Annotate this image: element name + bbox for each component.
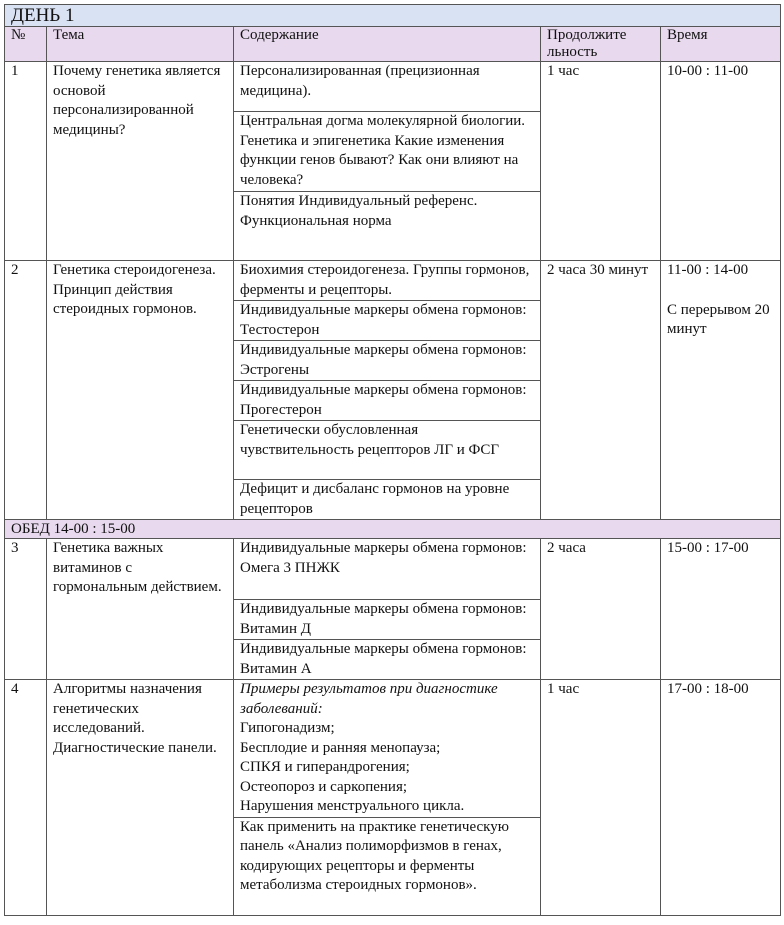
content-cell: Индивидуальные маркеры обмена гормонов: Витамин Д — [234, 600, 541, 640]
content-cell — [234, 680, 541, 818]
table-row — [5, 539, 781, 600]
row-time-note: С перерывом 20 минут — [667, 301, 770, 337]
content-cell: Биохимия стероидогенеза. Группы гормонов, ферменты и рецепторы. — [234, 261, 541, 301]
table-row — [5, 680, 781, 818]
col-header-time: Время — [661, 27, 781, 62]
col-header-content: Содержание — [234, 27, 541, 62]
row-duration: 2 часа 30 минут — [541, 261, 661, 520]
row-time: 17-00 : 18-00 — [661, 680, 781, 916]
schedule-table — [4, 4, 781, 916]
schedule-page — [4, 4, 780, 916]
content-list-item: СПКЯ и гиперандрогения; — [240, 759, 410, 775]
row-topic: Генетика стероидогенеза. Принцип действия стероидных гормонов. — [47, 261, 234, 520]
content-list-item: Остеопороз и саркопения; — [240, 778, 408, 795]
lunch-label: ОБЕД 14-00 : 15-00 — [5, 520, 781, 539]
day-title: ДЕНЬ 1 — [5, 5, 781, 27]
row-time: 10-00 : 11-00 — [661, 62, 781, 261]
row-topic: Почему генетика является основой персонализированной медицины? — [47, 62, 234, 261]
row-time: 15-00 : 17-00 — [661, 539, 781, 680]
row-duration: 1 час — [541, 62, 661, 261]
col-header-duration: Продолжите льность — [541, 27, 661, 62]
table-row — [5, 62, 781, 112]
row-topic: Генетика важных витаминов с гормональным действием. — [47, 539, 234, 680]
lunch-row — [5, 520, 781, 539]
content-cell: Индивидуальные маркеры обмена гормонов: Омега 3 ПНЖК — [234, 539, 541, 600]
row-number: 1 — [5, 62, 47, 261]
row-duration: 1 час — [541, 680, 661, 916]
col-header-num: № — [5, 27, 47, 62]
col-header-topic: Тема — [47, 27, 234, 62]
row-topic: Алгоритмы назначения генетических исследований. Диагностические панели. — [47, 680, 234, 916]
day-header-row — [5, 5, 781, 27]
content-cell: Как применить на практике генетическую панель «Анализ полиморфизмов в генах, кодирующих рецепторы и ферменты метаболизма стероидных гормонов». — [234, 817, 541, 915]
content-list-item: Нарушения менструального цикла. — [240, 798, 465, 814]
content-cell: Дефицит и дисбаланс гормонов на уровне рецепторов — [234, 480, 541, 520]
content-cell: Генетически обусловленная чувствительность рецепторов ЛГ и ФСГ — [234, 421, 541, 480]
row-number: 2 — [5, 261, 47, 520]
row-time-cell — [661, 261, 781, 520]
content-cell: Индивидуальные маркеры обмена гормонов: Тестостерон — [234, 301, 541, 341]
table-row — [5, 261, 781, 301]
content-cell: Центральная догма молекулярной биологии. Генетика и эпигенетика Какие изменения функции генов бывают? Как они влияют на человека? — [234, 112, 541, 192]
content-cell: Индивидуальные маркеры обмена гормонов: Витамин А — [234, 640, 541, 680]
content-list-item: Бесплодие и ранняя менопауза; — [240, 739, 441, 756]
content-cell: Индивидуальные маркеры обмена гормонов: Прогестерон — [234, 381, 541, 421]
content-intro: Примеры результатов при диагностике заболеваний: — [240, 681, 498, 717]
row-duration: 2 часа — [541, 539, 661, 680]
row-time: 11-00 : 14-00 — [667, 262, 749, 278]
row-number: 3 — [5, 539, 47, 680]
row-number: 4 — [5, 680, 47, 916]
column-header-row — [5, 27, 781, 62]
content-cell: Понятия Индивидуальный референс. Функциональная норма — [234, 192, 541, 261]
content-list-item: Гипогонадизм; — [240, 720, 335, 736]
content-cell: Индивидуальные маркеры обмена гормонов: Эстрогены — [234, 341, 541, 381]
content-cell: Персонализированная (прецизионная медицина). — [234, 62, 541, 112]
